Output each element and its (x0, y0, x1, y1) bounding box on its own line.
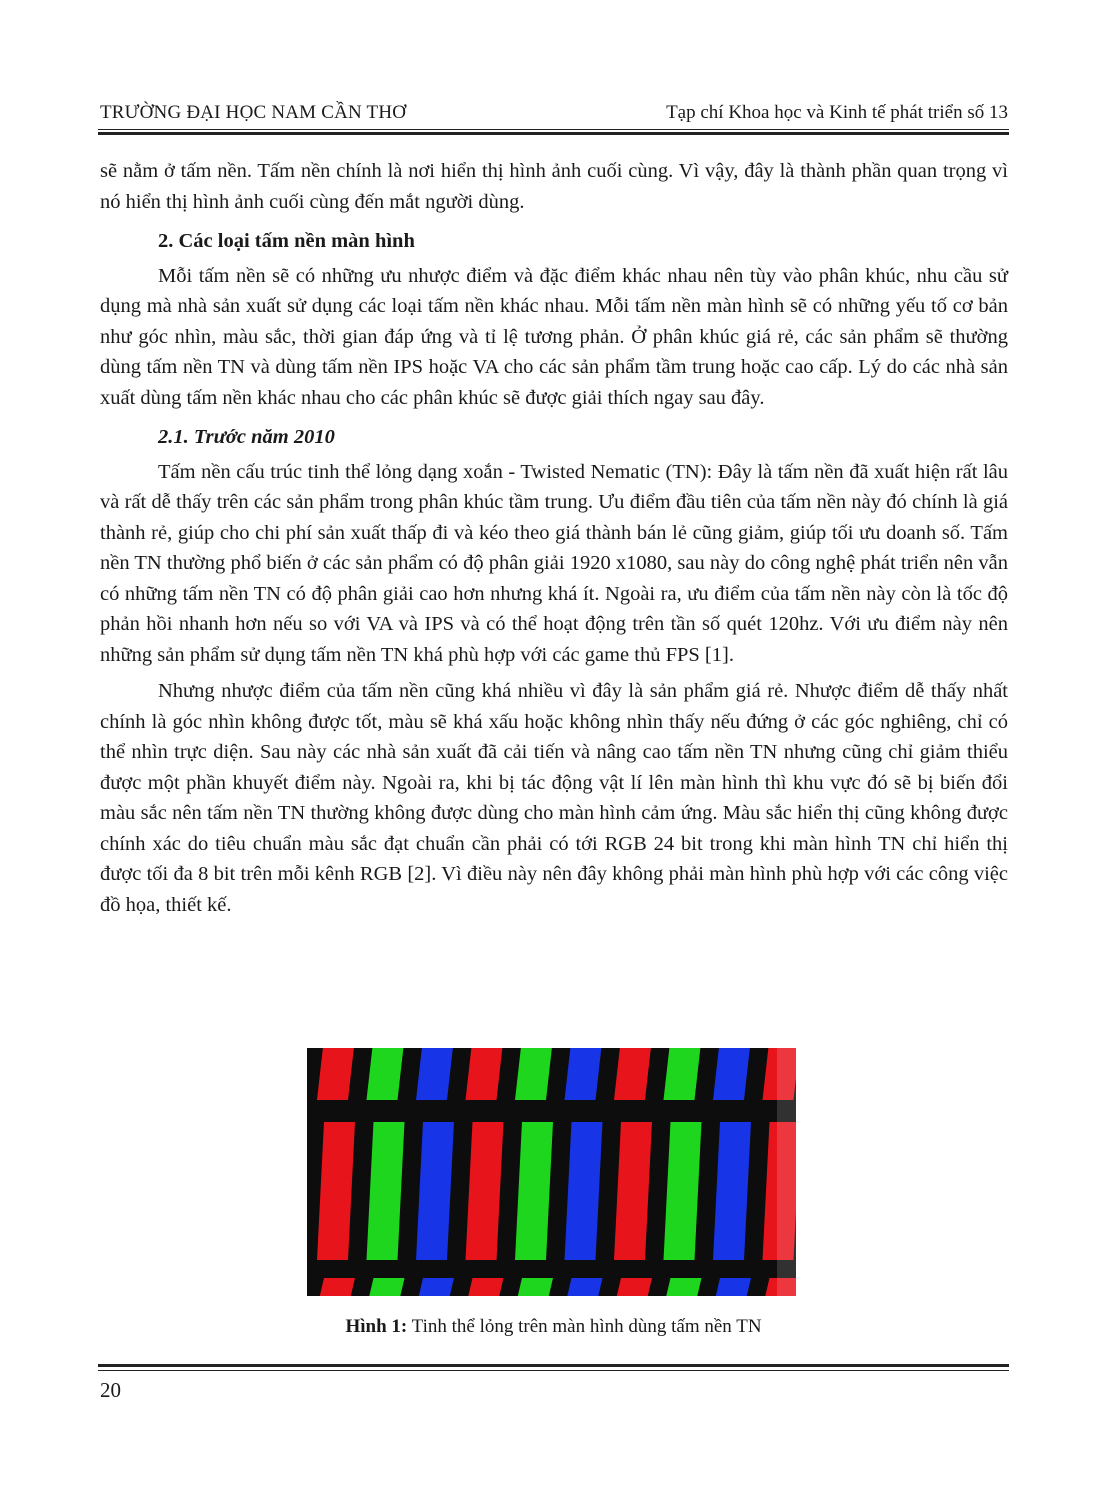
header-institution: TRƯỜNG ĐẠI HỌC NAM CẦN THƠ (100, 102, 407, 123)
header-rule-thick (98, 132, 1009, 135)
caption-label: Hình 1: (345, 1316, 408, 1337)
figure-tn-subpixels (307, 1048, 796, 1296)
header-rule-thin (98, 129, 1009, 130)
paragraph-panel-types: Mỗi tấm nền sẽ có những ưu nhược điểm và đặc điểm khác nhau nên tùy vào phân khúc, nhu cầu sử dụng mà nhà sản xuất sử dụng các loại tấm nền khác nhau. Mỗi tấm nền màn hình sẽ có những yếu tố cơ bản như góc nhìn, màu sắc, thời gian đáp ứng và tỉ lệ tương phản. Ở phân khúc giá rẻ, các sản phẩm sẽ thường dùng tấm nền TN và dùng tấm nền IPS hoặc VA cho các sản phẩm tầm trung hoặc cao cấp. Lý do các nhà sản xuất dùng tấm nền khác nhau cho các phân khúc sẽ được giải thích ngay sau đây. (100, 264, 1008, 409)
footer-rule-thick (98, 1364, 1009, 1367)
article-body (100, 156, 1008, 920)
caption-text: Tinh thể lỏng trên màn hình dùng tấm nền TN (407, 1316, 762, 1337)
footer-rule-thin (98, 1370, 1009, 1371)
header-journal: Tạp chí Khoa học và Kinh tế phát triển số 13 (666, 102, 1008, 123)
section-heading: 2. Các loại tấm nền màn hình (158, 230, 415, 252)
paragraph-tn-advantages: Tấm nền cấu trúc tinh thể lỏng dạng xoắn - Twisted Nematic (TN): Đây là tấm nền đã xuất hiện rất lâu và rất dễ thấy trên các sản phẩm trong phân khúc tầm trung. Ưu điểm đầu tiên của tấm nền này đó chính là giá thành rẻ, giúp cho chi phí sản xuất thấp đi và kéo theo giá thành bán lẻ cũng giảm, giúp tối ưu doanh số. Tấm nền TN thường phổ biến ở các sản phẩm có độ phân giải 1920 x1080, sau này do công nghệ phát triển nên vẫn có những tấm nền TN có độ phân giải cao hơn nhưng khá ít. Ngoài ra, ưu điểm của tấm nền này còn là tốc độ phản hồi nhanh hơn nếu so với VA và IPS và có thể hoạt động trên tần số quét 120hz. Với ưu điểm này nên những sản phẩm sử dụng tấm nền TN khá phù hợp với các game thủ FPS [1]. (100, 460, 1008, 666)
page-number: 20 (100, 1378, 121, 1402)
subpixel-grid-image (307, 1048, 796, 1296)
figure-caption (0, 1316, 1107, 1338)
paragraph-continuation: sẽ nằm ở tấm nền. Tấm nền chính là nơi hiển thị hình ảnh cuối cùng. Vì vậy, đây là thành phần quan trọng vì nó hiển thị hình ảnh cuối cùng đến mắt người dùng. (100, 160, 1008, 213)
subsection-heading: 2.1. Trước năm 2010 (158, 426, 335, 448)
figure-edge-fade (777, 1048, 796, 1296)
paragraph-tn-disadvantages: Nhưng nhược điểm của tấm nền cũng khá nhiều vì đây là sản phẩm giá rẻ. Nhược điểm dễ thấy nhất chính là góc nhìn không được tốt, màu sẽ khá xấu hoặc không nhìn thấy nếu đứng ở các góc nghiêng, chỉ có thể nhìn trực diện. Sau này các nhà sản xuất đã cải tiến và nâng cao tấm nền TN nhưng cũng chỉ giảm thiểu được một phần khuyết điểm này. Ngoài ra, khi bị tác động vật lí lên màn hình thì khu vực đó sẽ bị biến đổi màu sắc nên tấm nền TN thường không được dùng cho màn hình cảm ứng. Màu sắc hiển thị cũng không được chính xác do tiêu chuẩn màu sắc đạt chuẩn cần phải có tới RGB 24 bit trong khi màn hình TN chỉ hiển thị được tối đa 8 bit trên mỗi kênh RGB [2]. Vì điều này nên đây không phải màn hình phù hợp với các công việc đồ họa, thiết kế. (100, 680, 1008, 916)
